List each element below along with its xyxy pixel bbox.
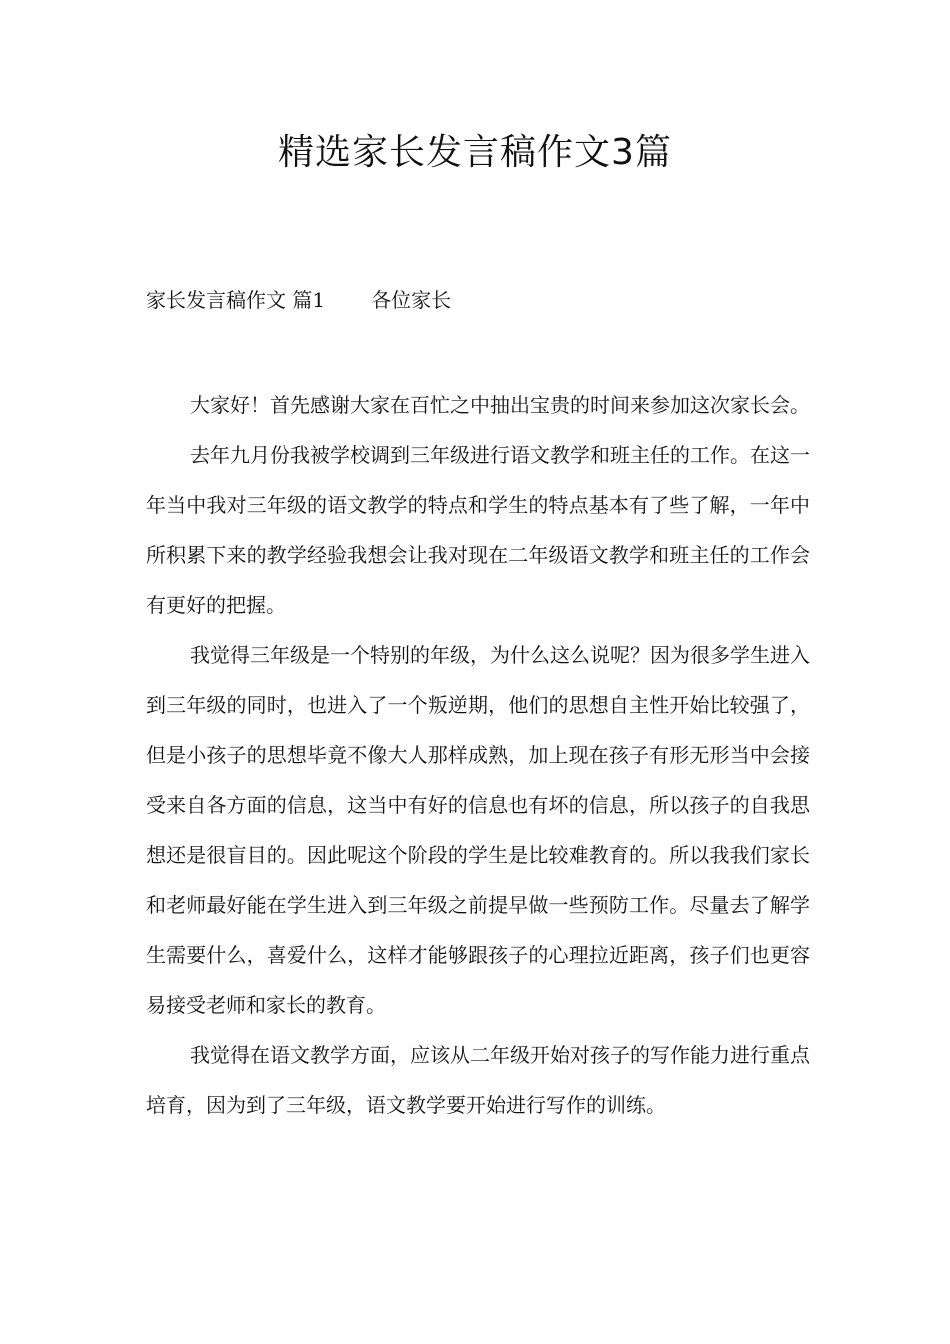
document-body (146, 380, 810, 1130)
paragraph-greeting: 大家好！首先感谢大家在百忙之中抽出宝贵的时间来参加这次家长会。 (190, 393, 810, 417)
paragraph-writing: 我觉得在语文教学方面，应该从二年级开始对孩子的写作能力进行重点培育，因为到了三年级，语文教学要开始进行写作的训练。 (146, 1043, 810, 1117)
paragraph-grade-three: 我觉得三年级是一个特别的年级，为什么这么说呢？因为很多学生进入到三年级的同时，也进入了一个叛逆期，他们的思想自主性开始比较强了，但是小孩子的思想毕竟不像大人那样成熟，加上现在孩子有形无形当中会接受来自各方面的信息，这当中有好的信息也有坏的信息，所以孩子的自我思想还是很盲目的。因此呢这个阶段的学生是比较难教育的。所以我我们家长和老师最好能在学生进入到三年级之前提早做一些预防工作。尽量去了解学生需要什么，喜爱什么，这样才能够跟孩子的心理拉近距离，孩子们也更容易接受老师和家长的教育。 (146, 643, 810, 1017)
document-title: 精选家长发言稿作文3篇 (278, 132, 672, 173)
salutation: 各位家长 (371, 288, 452, 312)
section-label: 家长发言稿作文 篇1 (146, 288, 326, 312)
section-heading (146, 284, 451, 316)
paragraph-experience: 去年九月份我被学校调到三年级进行语文教学和班主任的工作。在这一年当中我对三年级的语文教学的特点和学生的特点基本有了些了解，一年中所积累下来的教学经验我想会让我对现在二年级语文教学和班主任的工作会有更好的把握。 (146, 443, 810, 617)
